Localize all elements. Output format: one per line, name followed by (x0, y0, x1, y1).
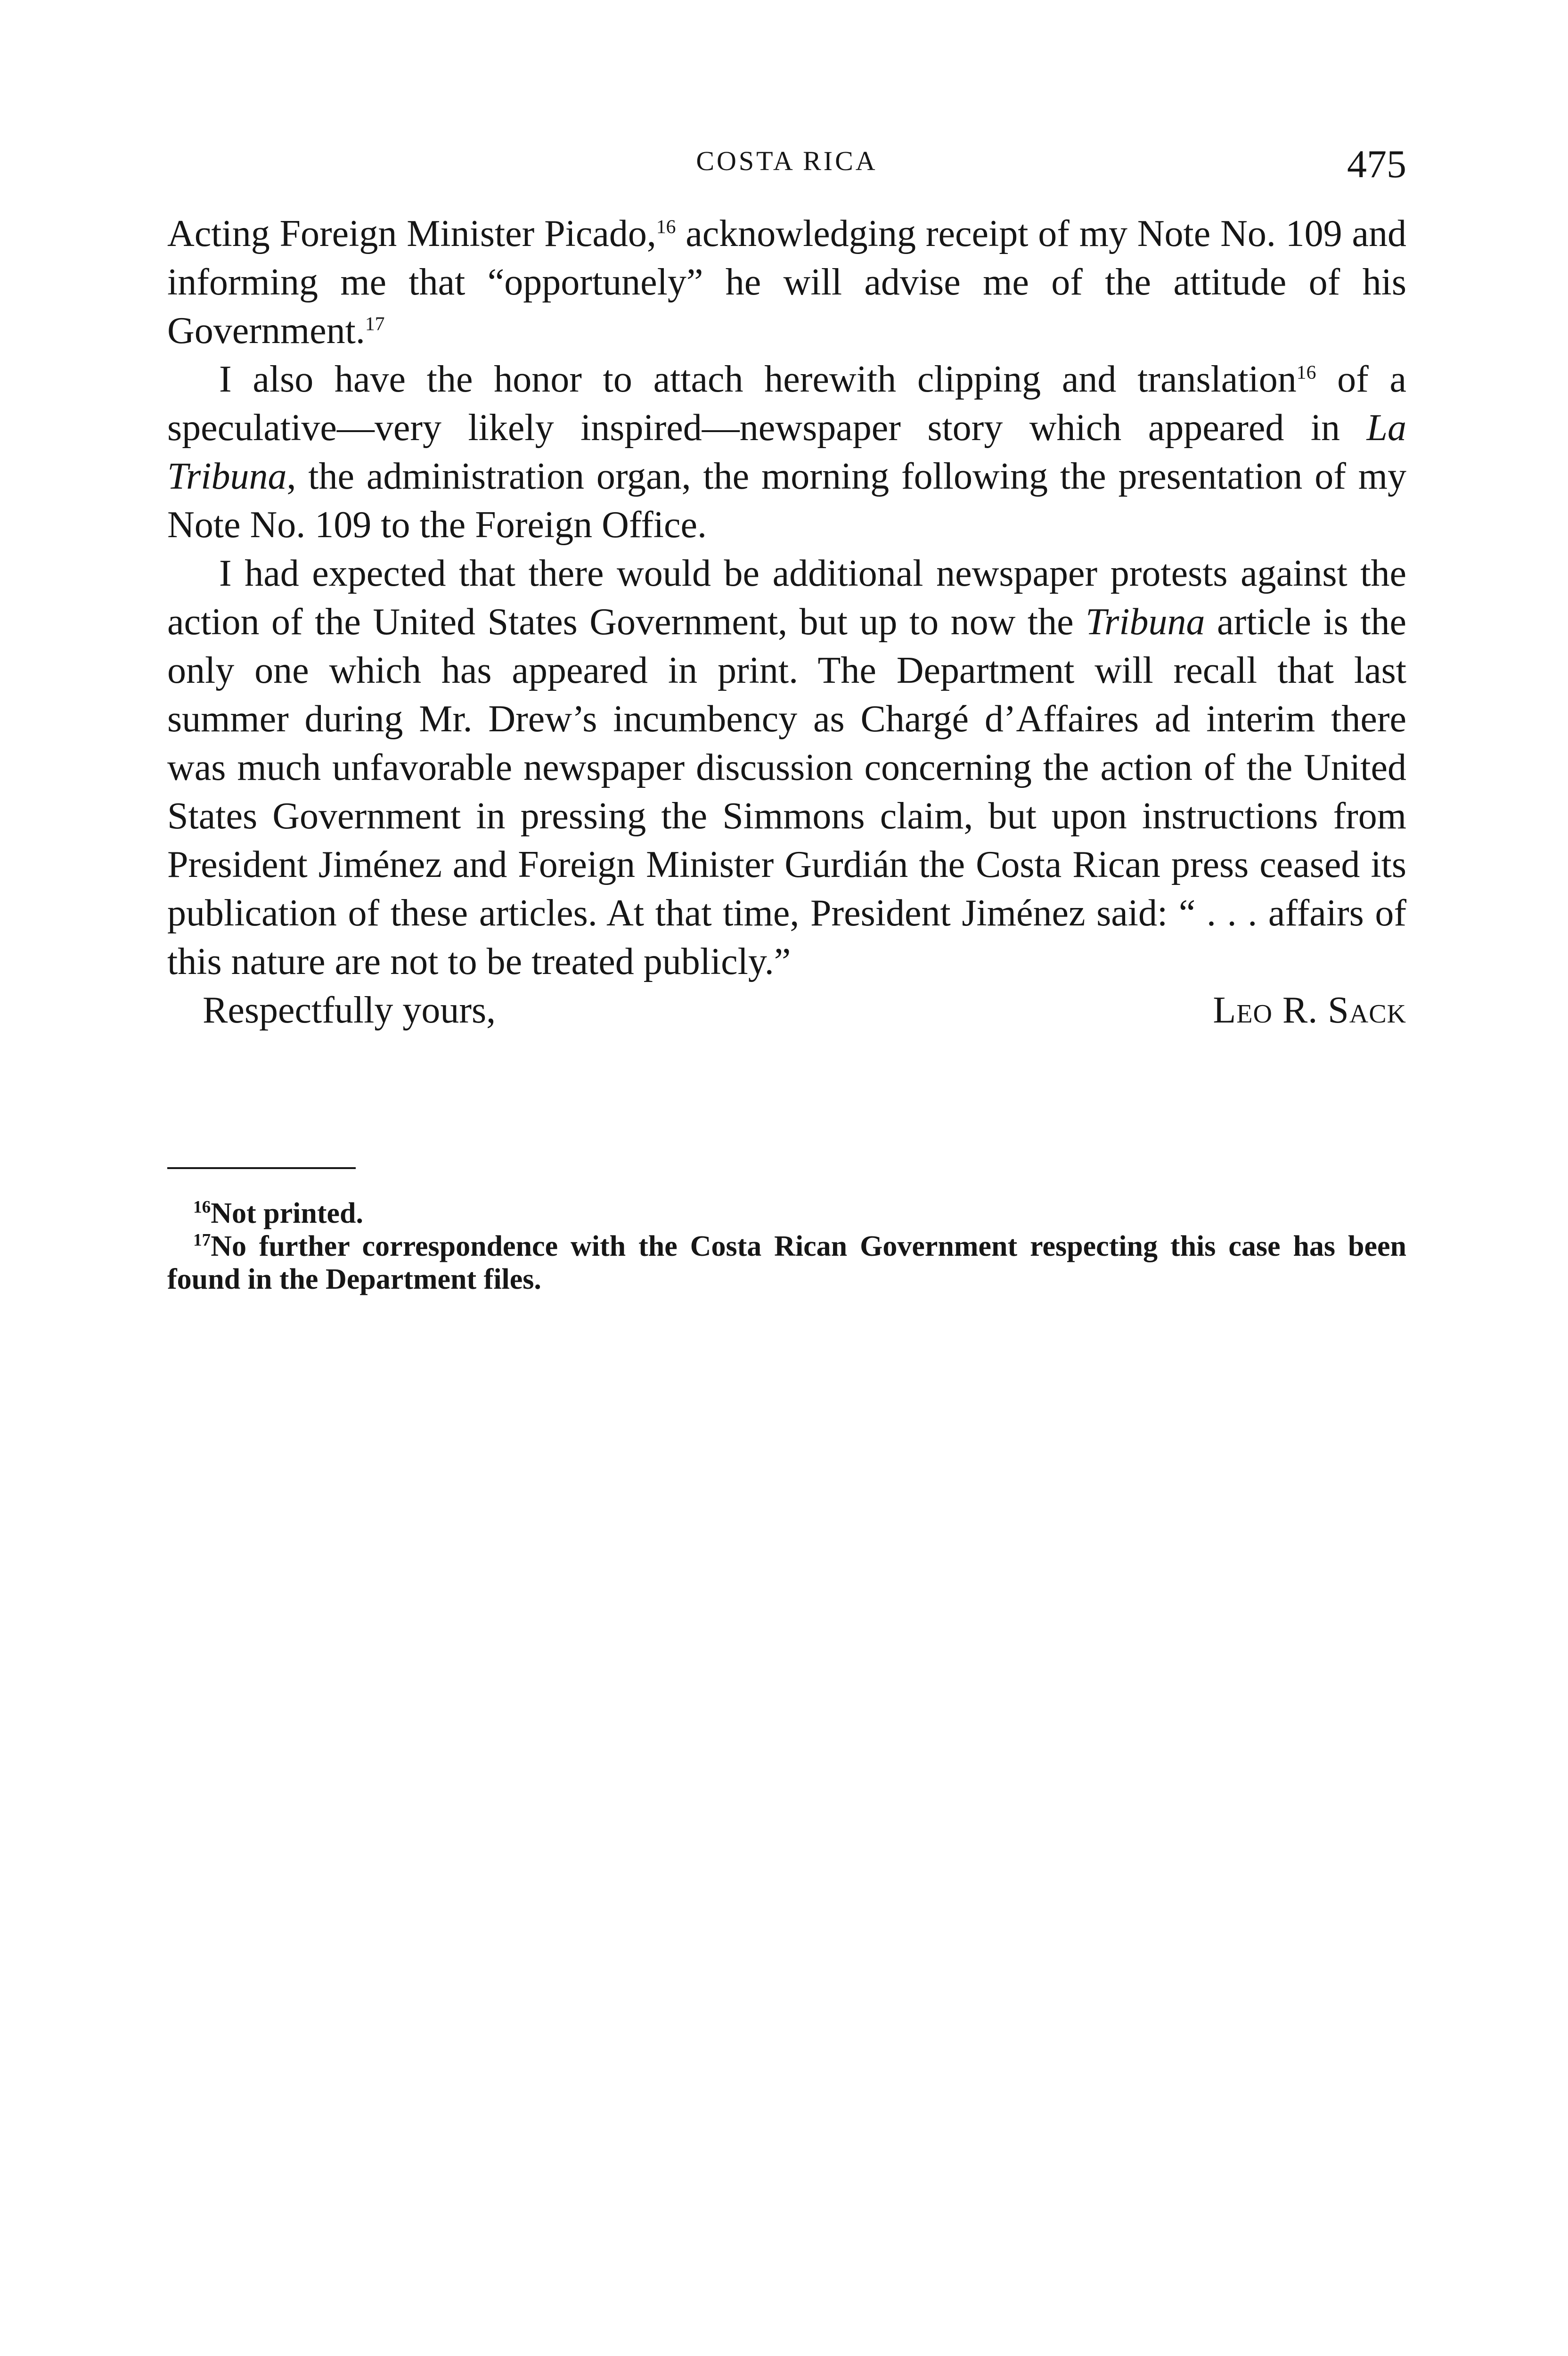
newspaper-title: La Tribuna (167, 407, 1406, 497)
salutation: Respectfully yours, (203, 990, 496, 1031)
footnote-divider (167, 1167, 356, 1169)
paragraph-1-text-b: acknowledging receipt of my Note No. 109 and informing me that “opportunely” he will advise me of the attitude of his Government. (167, 213, 1406, 352)
footnote-ref-16: 16 (1296, 361, 1316, 383)
running-head (167, 141, 1406, 184)
newspaper-title: Tribuna (1086, 601, 1205, 643)
footnote-ref-16: 16 (656, 215, 676, 237)
paragraph-2-text-c: , the administration organ, the morning following the presentation of my Note No. 109 to the Foreign Office. (167, 456, 1406, 546)
paragraph-2-text-b: of a speculative—very likely inspired—newspaper story which appeared in (167, 359, 1407, 449)
paragraph-3-text-a: I had expected that there would be additional newspaper protests against the action of the United States Government, but up to now the (167, 553, 1406, 643)
paragraph-3-text-b: article is the only one which has appeared in print. The Department will recall that last summer during Mr. Drew’s incumbency as Chargé d’Affaires ad interim there was much unfavorable newspaper discussion concerning the action of the United States Government in pressing the Simmons claim, but upon instructions from President Jiménez and Foreign Minister Gurdián the Costa Rican press ceased its publication of these articles. At that time, President Jiménez said: “ . . . affairs of this nature are not to be treated publicly.” (167, 601, 1407, 982)
paragraph-1 (167, 210, 1406, 355)
page-number: 475 (1347, 142, 1406, 186)
footnote-ref-17: 17 (365, 312, 385, 335)
running-title: COSTA RICA (696, 146, 878, 176)
footnote-text: No further correspondence with the Costa Rican Government respecting this case has been found in the Department files. (167, 1230, 1406, 1295)
footnotes (167, 1197, 1406, 1296)
paragraph-1-text-a: Acting Foreign Minister Picado, (167, 213, 656, 254)
footnote-16 (167, 1197, 1406, 1230)
letter-body (167, 210, 1406, 1035)
footnote-number: 17 (193, 1230, 211, 1250)
footnote-text: Not printed. (211, 1197, 363, 1229)
letter-closing (167, 986, 1406, 1035)
signature: Leo R. Sack (1213, 990, 1406, 1031)
footnote-number: 16 (193, 1197, 211, 1217)
paragraph-3 (167, 549, 1406, 986)
paragraph-2-text-a: I also have the honor to attach herewith clipping and translation (219, 359, 1297, 400)
paragraph-2 (167, 355, 1406, 549)
footnote-17 (167, 1230, 1406, 1296)
